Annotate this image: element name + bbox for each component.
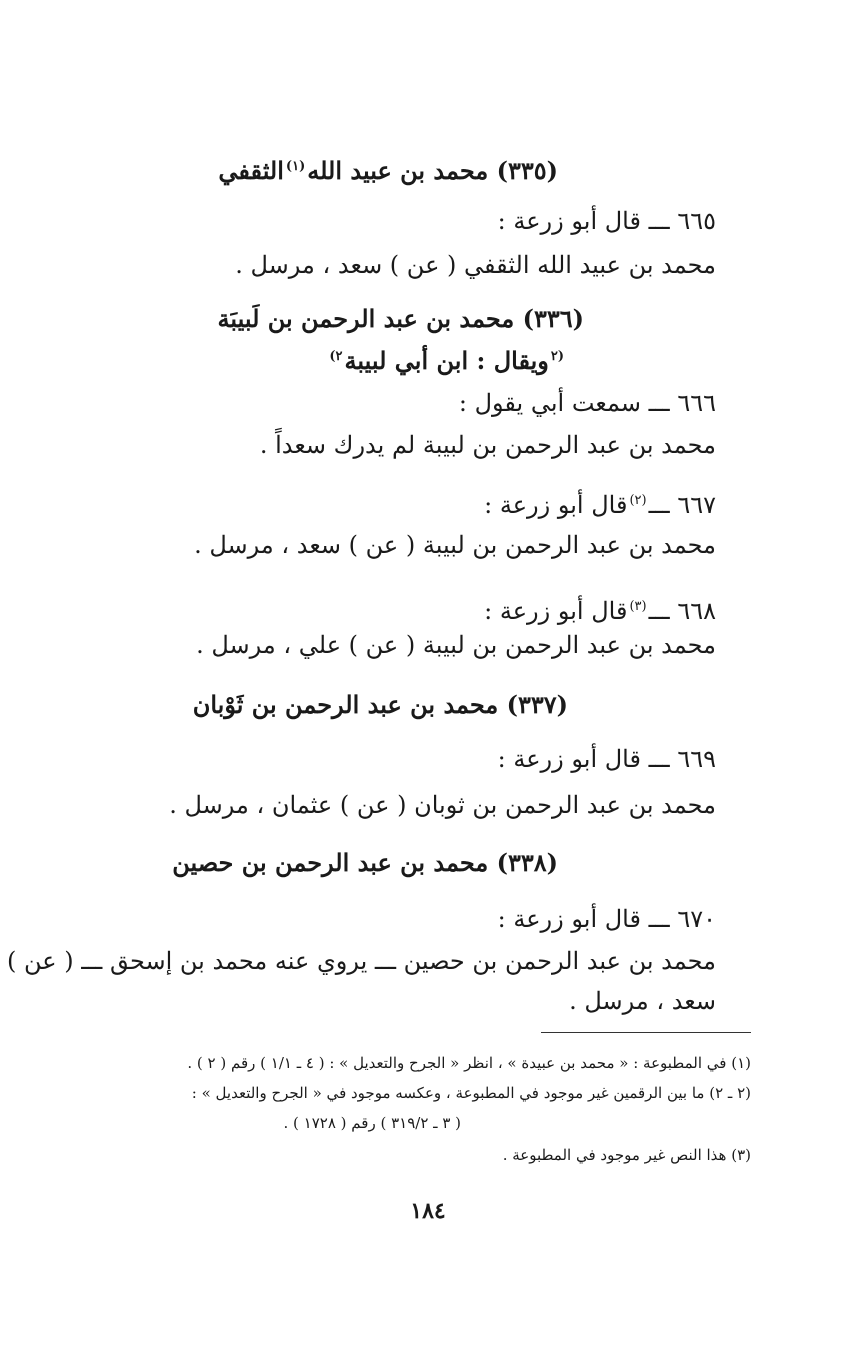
heading-text: (٣٣٥) محمد بن عبيد الله xyxy=(307,156,558,185)
entry-665-intro xyxy=(498,204,716,238)
footnote-text: ( ٣ ـ ٣١٩/٢ ) رقم ( ١٧٢٨ ) . xyxy=(283,1114,461,1132)
entry-text: ٦٧٠ ـــ قال أبو زرعة : xyxy=(497,905,716,933)
entry-668-intro xyxy=(484,590,716,628)
entry-text: محمد بن عبد الرحمن بن حصين ـــ يروي عنه محمد بن إسحق ـــ ( عن ) xyxy=(7,947,716,975)
footnote-3 xyxy=(503,1144,751,1166)
section-heading-335 xyxy=(218,150,558,188)
heading-tail: الثقفي xyxy=(218,156,284,185)
entry-text: محمد بن عبد الرحمن بن ثوبان ( عن ) عثمان ، مرسل . xyxy=(169,791,716,819)
entry-text: ٦٦٧ ـــ xyxy=(648,491,716,519)
section-heading-336-alt xyxy=(327,340,566,378)
footnote-2-cont xyxy=(284,1112,461,1134)
footnote-1 xyxy=(187,1052,751,1074)
page-number: ١٨٤ xyxy=(410,1198,446,1224)
entry-text: سعد ، مرسل . xyxy=(569,987,716,1015)
entry-text: محمد بن عبد الرحمن بن لبيبة لم يدرك سعداً . xyxy=(259,431,716,459)
footnote-2 xyxy=(192,1082,751,1104)
footnote-ref: (٢ xyxy=(550,349,564,364)
footnote-ref: (٢) xyxy=(629,493,647,508)
footnote-separator xyxy=(541,1032,751,1033)
entry-665-body xyxy=(235,248,716,282)
entry-670-body-cont xyxy=(569,984,716,1018)
entry-670-body xyxy=(7,944,716,978)
heading-text: (٣٣٨) محمد بن عبد الرحمن بن حصين xyxy=(172,848,558,877)
footnote-ref: (١) xyxy=(285,159,306,174)
entry-670-intro xyxy=(498,902,716,936)
entry-text: ٦٦٥ ـــ قال أبو زرعة : xyxy=(497,207,716,235)
entry-text: محمد بن عبد الرحمن بن لبيبة ( عن ) سعد ، مرسل . xyxy=(194,531,716,559)
entry-666-body xyxy=(260,428,716,462)
heading-text: ويقال : ابن أبي لبيبة xyxy=(344,346,549,375)
footnote-ref: (٣) xyxy=(629,599,647,614)
section-heading-338 xyxy=(172,846,558,880)
entry-669-body xyxy=(169,788,716,822)
footnote-text: (٣) هذا النص غير موجود في المطبوعة . xyxy=(502,1146,751,1164)
footnote-ref: ٢) xyxy=(329,349,343,364)
heading-text: (٣٣٦) محمد بن عبد الرحمن بن لَبيبَة xyxy=(217,304,584,333)
entry-text: ٦٦٩ ـــ قال أبو زرعة : xyxy=(497,745,716,773)
heading-text: (٣٣٧) محمد بن عبد الرحمن بن ثَوْبان xyxy=(192,690,568,719)
entry-667-body xyxy=(194,528,716,562)
entry-669-intro xyxy=(498,742,716,776)
entry-text: محمد بن عبيد الله الثقفي ( عن ) سعد ، مرسل . xyxy=(235,251,716,279)
entry-text: ٦٦٦ ـــ سمعت أبي يقول : xyxy=(458,389,716,417)
footnote-text: (١) في المطبوعة : « محمد بن عبيدة » ، انظر « الجرح والتعديل » : ( ٤ ـ ١/١ ) رقم ( ٢ ) . xyxy=(187,1054,751,1072)
entry-text: محمد بن عبد الرحمن بن لبيبة ( عن ) علي ، مرسل . xyxy=(196,631,716,659)
entry-tail: قال أبو زرعة : xyxy=(484,597,628,625)
entry-667-intro xyxy=(484,484,716,522)
footnote-text: (٢ ـ ٢) ما بين الرقمين غير موجود في المطبوعة ، وعكسه موجود في « الجرح والتعديل » : xyxy=(191,1084,751,1102)
entry-text: ٦٦٨ ـــ xyxy=(648,597,716,625)
section-heading-337 xyxy=(193,688,568,722)
entry-666-intro xyxy=(459,386,716,420)
entry-668-body xyxy=(196,628,716,662)
entry-tail: قال أبو زرعة : xyxy=(484,491,628,519)
section-heading-336 xyxy=(217,302,584,336)
